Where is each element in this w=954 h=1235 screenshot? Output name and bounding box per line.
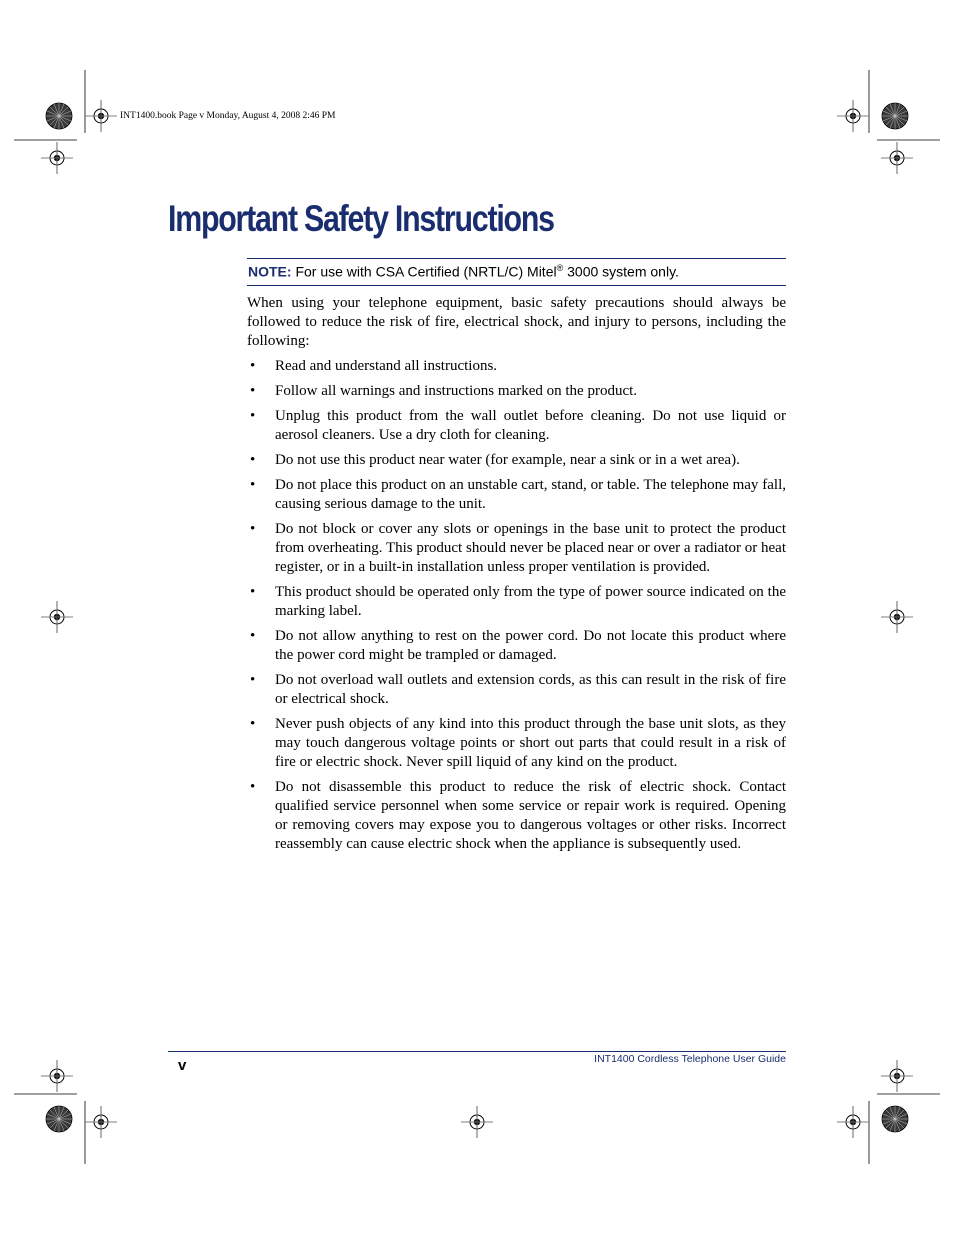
intro-paragraph: When using your telephone equipment, basic safety precautions should always be followed to reduce the risk of fire, electrical shock, and injury to persons, including the following: [247,295,786,349]
list-item [247,778,786,854]
list-item [247,476,786,514]
bullet-icon: • [250,672,256,688]
list-item-text: Do not allow anything to rest on the power cord. Do not locate this product where the power cord might be trampled or damaged. [275,628,786,663]
bullet-icon: • [250,716,256,732]
list-item-text: Do not overload wall outlets and extension cords, as this can result in the risk of fire or electrical shock. [275,672,786,707]
bullet-icon: • [250,408,256,424]
note-text: For use with CSA Certified (NRTL/C) Mitel [295,263,557,280]
list-item [247,520,786,577]
list-item [247,671,786,709]
list-item-text: Follow all warnings and instructions marked on the product. [275,383,638,399]
print-slug: INT1400.book Page v Monday, August 4, 2008 2:46 PM [120,111,336,121]
list-item-text: This product should be operated only from the type of power source indicated on the marking label. [275,584,786,619]
instruction-list [247,357,786,854]
list-item-text: Never push objects of any kind into this product through the base unit slots, as they may touch dangerous voltage points or short out parts that could result in a risk of fire or electric shock. Never spill liquid of any kind on the product. [275,716,786,770]
bullet-icon: • [250,628,256,644]
list-item-text: Do not use this product near water (for example, near a sink or in a wet area). [275,452,740,468]
list-item-text: Unplug this product from the wall outlet before cleaning. Do not use liquid or aerosol cleaners. Use a dry cloth for cleaning. [275,408,786,443]
list-item [247,627,786,665]
list-item [247,583,786,621]
bullet-icon: • [250,358,256,374]
list-item [247,382,786,401]
footer-divider [168,1051,786,1052]
list-item-text: Read and understand all instructions. [275,358,498,374]
bullet-icon: • [250,584,256,600]
page-title: Important Safety Instructions [168,198,554,239]
list-item-text: Do not block or cover any slots or openings in the base unit to protect the product from overheating. This product should never be placed near or over a radiator or heat register, or in a built-in installation unless proper ventilation is provided. [275,521,786,575]
list-item-text: Do not disassemble this product to reduce the risk of electric shock. Contact qualified service personnel when some service or repair work is required. Opening or removing covers may expose you to dangerous voltages or other risks. Incorrect reassembly can cause electric shock when the appliance is subsequently used. [275,779,786,852]
list-item [247,715,786,772]
bullet-icon: • [250,521,256,537]
guide-title: INT1400 Cordless Telephone User Guide [594,1053,786,1065]
page-number: v [178,1057,187,1074]
bullet-icon: • [250,477,256,493]
note-text-end: 3000 system only. [563,263,679,280]
list-item [247,357,786,376]
note-box [247,258,786,286]
list-item [247,407,786,445]
safety-body [247,294,786,860]
list-item-text: Do not place this product on an unstable cart, stand, or table. The telephone may fall, causing serious damage to the unit. [275,477,786,512]
note-label: NOTE: [248,263,292,280]
bullet-icon: • [250,779,256,795]
registered-mark: ® [556,263,564,273]
bullet-icon: • [250,383,256,399]
bullet-icon: • [250,452,256,468]
list-item [247,451,786,470]
